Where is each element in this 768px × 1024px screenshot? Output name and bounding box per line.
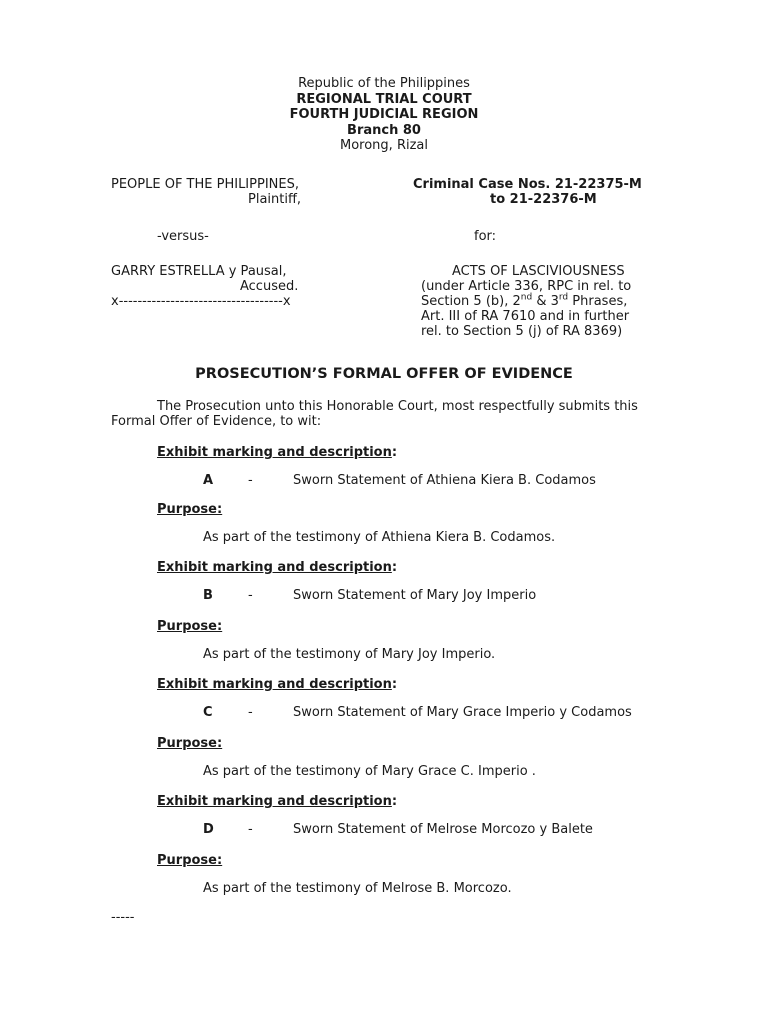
branch: Branch 80	[347, 122, 421, 138]
exhibit-purpose: As part of the testimony of Mary Joy Imperio.	[203, 647, 496, 662]
accused-name: GARRY ESTRELLA y Pausal,	[111, 264, 287, 279]
judicial-region: FOURTH JUDICIAL REGION	[289, 107, 479, 122]
exhibit-heading: Exhibit marking and description:	[157, 560, 398, 575]
exhibit-mark: B	[203, 588, 213, 603]
court-location: Morong, Rizal	[340, 138, 428, 153]
exhibit-heading: Exhibit marking and description:	[157, 794, 398, 809]
exhibit-description: Sworn Statement of Mary Grace Imperio y Codamos	[293, 705, 632, 720]
intro-line-1: The Prosecution unto this Honorable Court, most respectfully submits this	[157, 399, 638, 414]
case-number: Criminal Case Nos. 21-22375-M	[413, 177, 642, 192]
exhibit-dash: -	[248, 473, 253, 488]
court-name: REGIONAL TRIAL COURT	[296, 91, 472, 107]
purpose-heading: Purpose:	[157, 502, 223, 517]
versus-label: -versus-	[157, 229, 209, 244]
for-label: for:	[474, 229, 497, 244]
exhibit-purpose: As part of the testimony of Melrose B. Morcozo.	[203, 881, 512, 896]
purpose-heading: Purpose:	[157, 853, 223, 868]
exhibit-mark: D	[203, 822, 214, 837]
exhibit-description: Sworn Statement of Athiena Kiera B. Codamos	[293, 473, 596, 488]
offense-line-2: Section 5 (b), 2nd & 3rd Phrases,	[421, 292, 628, 309]
plaintiff-role: Plaintiff,	[248, 192, 302, 207]
exhibit-mark: C	[203, 705, 213, 720]
exhibit-mark: A	[203, 473, 214, 488]
purpose-heading: Purpose:	[157, 619, 223, 634]
offense-line-1: (under Article 336, RPC in rel. to	[421, 279, 632, 294]
offense-line-3: Art. III of RA 7610 and in further	[421, 309, 630, 324]
caption-separator: x-----------------------------------x	[111, 294, 291, 309]
document-title: PROSECUTION’S FORMAL OFFER OF EVIDENCE	[195, 366, 573, 382]
exhibit-purpose: As part of the testimony of Mary Grace C. Imperio .	[203, 764, 536, 779]
purpose-heading: Purpose:	[157, 736, 223, 751]
offense-title: ACTS OF LASCIVIOUSNESS	[452, 264, 625, 279]
case-number-to: to 21-22376-M	[490, 192, 597, 207]
exhibit-description: Sworn Statement of Melrose Morcozo y Balete	[293, 822, 593, 837]
exhibit-purpose: As part of the testimony of Athiena Kiera B. Codamos.	[203, 530, 556, 545]
exhibit-heading: Exhibit marking and description:	[157, 445, 398, 460]
footer-dashes: -----	[111, 910, 135, 925]
exhibit-heading: Exhibit marking and description:	[157, 677, 398, 692]
offense-line-4: rel. to Section 5 (j) of RA 8369)	[421, 324, 623, 339]
republic-line: Republic of the Philippines	[298, 76, 470, 91]
exhibit-dash: -	[248, 705, 253, 720]
exhibit-dash: -	[248, 822, 253, 837]
court-header	[0, 76, 768, 154]
plaintiff-name: PEOPLE OF THE PHILIPPINES,	[111, 177, 299, 192]
intro-line-2: Formal Offer of Evidence, to wit:	[111, 414, 322, 429]
accused-role: Accused.	[240, 279, 299, 294]
exhibit-description: Sworn Statement of Mary Joy Imperio	[293, 588, 537, 603]
exhibit-dash: -	[248, 588, 253, 603]
